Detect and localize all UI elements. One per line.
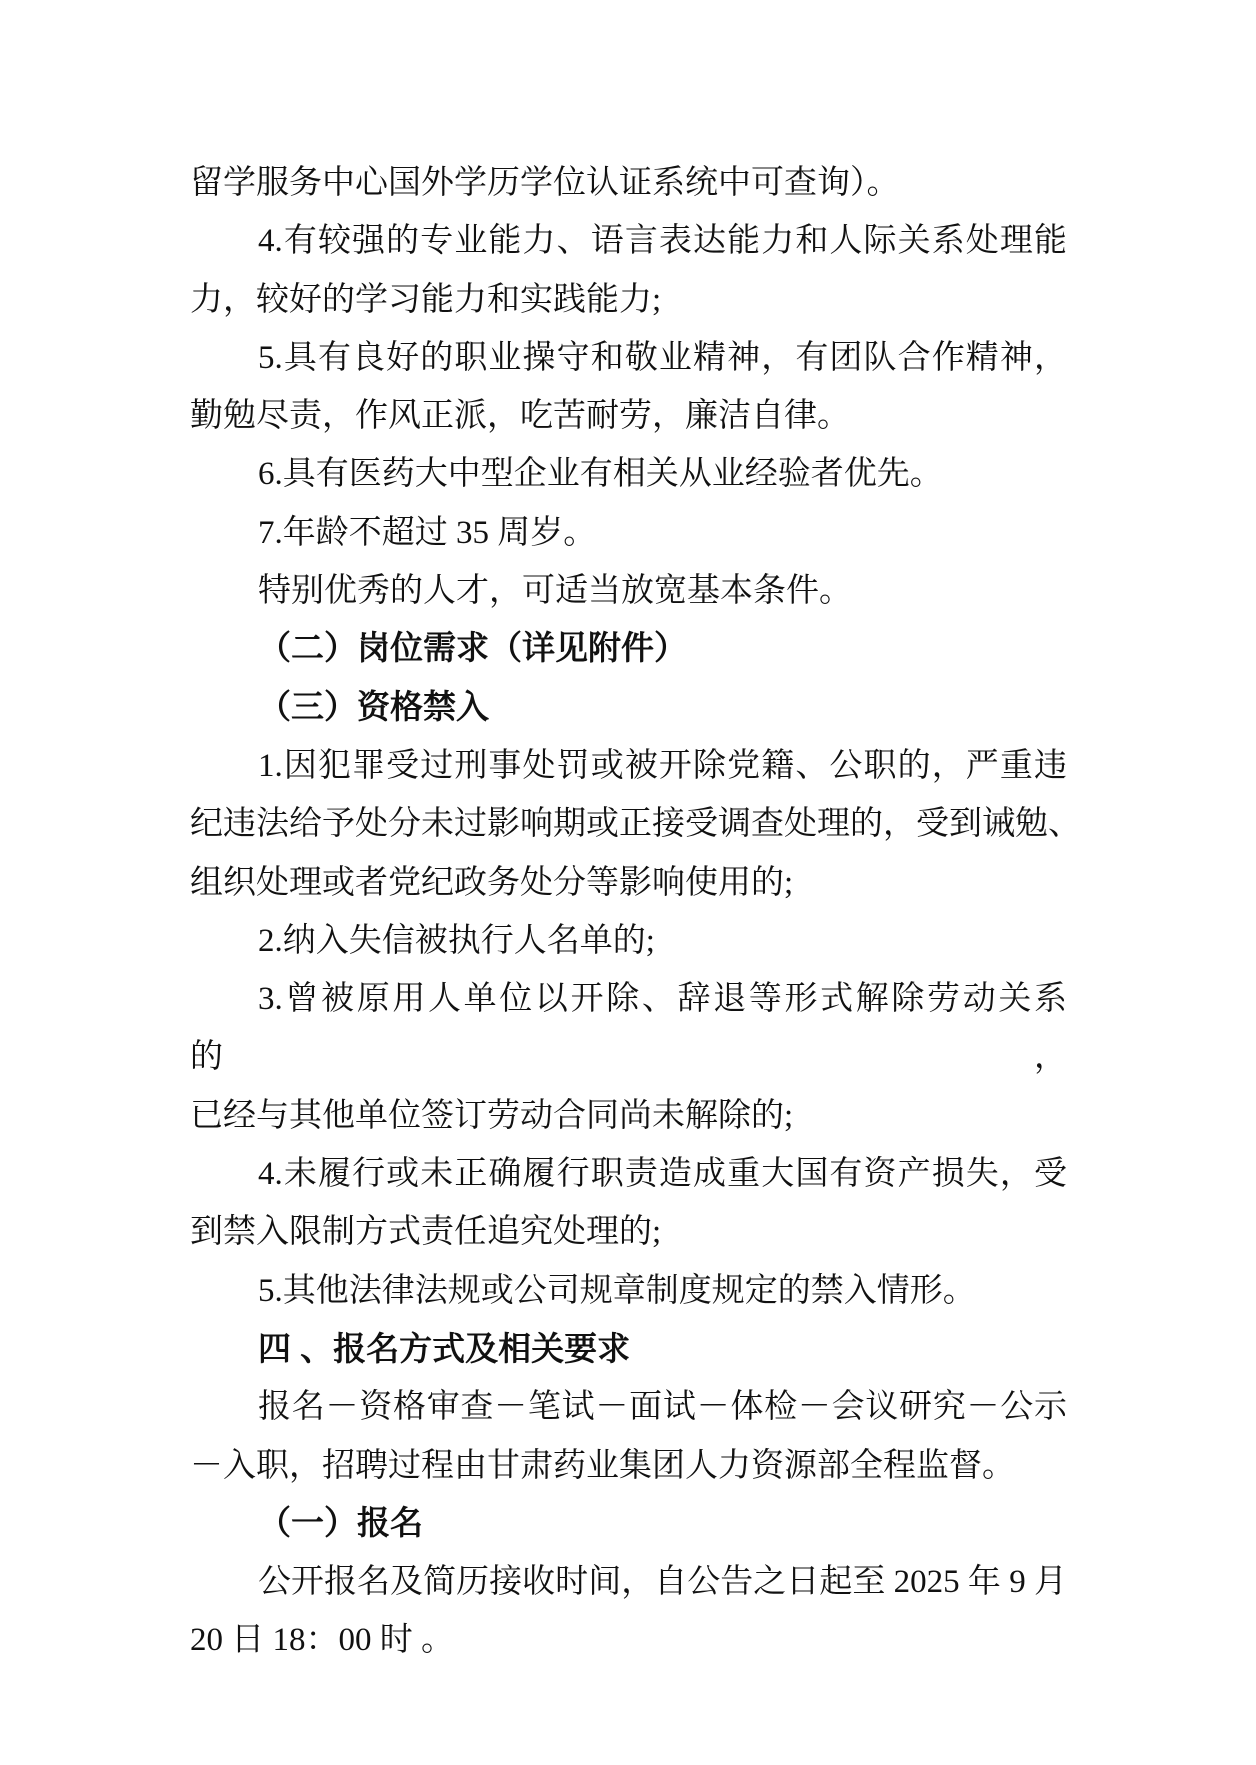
- para-requirement-5: 5.具有良好的职业操守和敬业精神，有团队合作精神，: [258, 339, 1067, 376]
- para-requirement-4: 4.有较强的专业能力、语言表达能力和人际关系处理能: [258, 223, 1067, 260]
- para-disqualification-2: 2.纳入失信被执行人名单的;: [258, 922, 655, 959]
- para-recruitment-process: －入职，招聘过程由甘肃药业集团人力资源部全程监督。: [190, 1447, 1015, 1484]
- para-disqualification-4: 4.未履行或未正确履行职责造成重大国有资产损失，受: [258, 1156, 1067, 1193]
- para-disqualification-1: 1.因犯罪受过刑事处罚或被开除党籍、公职的，严重违: [258, 747, 1067, 784]
- heading-subsection-1-signup: （一）报名: [258, 1505, 423, 1542]
- para-degree-verification-note: 留学服务中心国外学历学位认证系统中可查询）。: [190, 165, 900, 201]
- para-disqualification-3: 已经与其他单位签订劳动合同尚未解除的;: [190, 1097, 794, 1134]
- heading-section-4-application: 四 、报名方式及相关要求: [258, 1329, 631, 1367]
- para-disqualification-1: 纪违法给予处分未过影响期或正接受调查处理的，受到诫勉、: [190, 806, 1081, 843]
- para-disqualification-4: 到禁入限制方式责任追究处理的;: [190, 1214, 662, 1251]
- para-disqualification-5: 5.其他法律法规或公司规章制度规定的禁入情形。: [258, 1272, 976, 1309]
- para-disqualification-3: 3.曾被原用人单位以开除、辞退等形式解除劳动关系的，: [190, 981, 1067, 1076]
- para-requirement-7: 7.年龄不超过 35 周岁。: [258, 514, 597, 551]
- para-signup-deadline: 公开报名及简历接收时间，自公告之日起至 2025 年 9 月: [258, 1564, 1067, 1601]
- heading-section-2-post-demand: （二）岗位需求（详见附件）: [258, 631, 687, 668]
- para-requirement-6: 6.具有医药大中型企业有相关从业经验者优先。: [258, 456, 943, 493]
- para-requirement-5: 勤勉尽责，作风正派，吃苦耐劳，廉洁自律。: [190, 398, 850, 435]
- para-disqualification-1: 组织处理或者党纪政务处分等影响使用的;: [190, 864, 794, 901]
- document-page-content: [190, 154, 1081, 1670]
- heading-section-3-disqualification: （三）资格禁入: [258, 689, 489, 726]
- para-requirement-4: 力，较好的学习能力和实践能力;: [190, 281, 662, 318]
- para-signup-deadline: 20 日 18：00 时 。: [190, 1622, 454, 1659]
- para-recruitment-process: 报名－资格审查－笔试－面试－体检－会议研究－公示: [258, 1389, 1067, 1426]
- para-exceptional-talent-note: 特别优秀的人才，可适当放宽基本条件。: [258, 573, 852, 610]
